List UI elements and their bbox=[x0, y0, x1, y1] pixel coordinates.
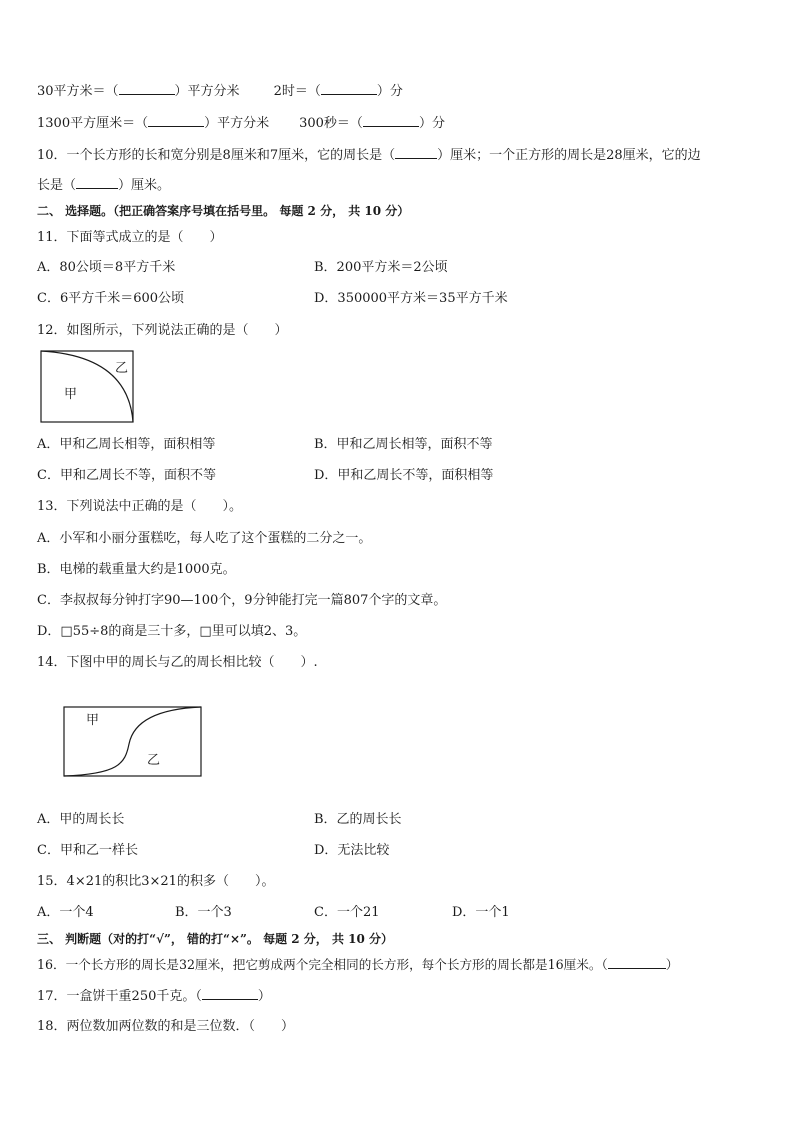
answer-blank[interactable] bbox=[119, 82, 175, 95]
question-16: 16．一个长方形的周长是32厘米，把它剪成两个完全相同的长方形，每个长方形的周长都是16厘米。（ ） bbox=[37, 957, 679, 972]
q12-option-c[interactable]: C．甲和乙周长不等，面积不等 bbox=[37, 468, 216, 483]
answer-blank[interactable] bbox=[76, 176, 118, 189]
question-15-stem: 15．4×21的积比3×21的积多（ ）。 bbox=[37, 874, 275, 889]
answer-blank[interactable] bbox=[608, 956, 666, 969]
q12-option-b[interactable]: B．甲和乙周长相等，面积不等 bbox=[314, 437, 493, 452]
question-17: 17．一盒饼干重250千克。（ ） bbox=[37, 989, 271, 1004]
q11-option-d[interactable]: D．350000平方米＝35平方千米 bbox=[314, 291, 508, 306]
q13-option-c[interactable]: C．李叔叔每分钟打字90—100个，9分钟能打完一篇807个字的文章。 bbox=[37, 593, 447, 608]
question-12-stem: 12．如图所示，下列说法正确的是（ ） bbox=[37, 323, 288, 338]
q15-option-d[interactable]: D．一个1 bbox=[452, 905, 510, 920]
q15-option-a[interactable]: A．一个4 bbox=[37, 905, 94, 920]
q11-option-b[interactable]: B．200平方米＝2公顷 bbox=[314, 260, 448, 275]
q14-label-yi: 乙 bbox=[147, 753, 161, 768]
q11-option-a[interactable]: A．80公顷＝8平方千米 bbox=[37, 260, 176, 275]
question-11-stem: 11．下面等式成立的是（ ） bbox=[37, 230, 223, 245]
answer-blank[interactable] bbox=[148, 114, 204, 127]
q14-figure bbox=[63, 706, 203, 778]
q14-option-a[interactable]: A．甲的周长长 bbox=[37, 812, 125, 827]
q14-label-jia: 甲 bbox=[86, 713, 100, 728]
question-10-line-2: 长是（ ）厘米。 bbox=[37, 178, 171, 193]
q13-option-b[interactable]: B．电梯的载重量大约是1000克。 bbox=[37, 562, 236, 577]
q14-option-c[interactable]: C．甲和乙一样长 bbox=[37, 843, 138, 858]
q14-option-b[interactable]: B．乙的周长长 bbox=[314, 812, 402, 827]
question-13-stem: 13．下列说法中正确的是（ ）。 bbox=[37, 499, 243, 514]
section-heading-judgement: 三、 判断题（对的打“√”， 错的打“×”。 每题 2 分， 共 10 分） bbox=[37, 932, 394, 946]
conversion-line-1: 30平方米＝（ ）平方分米 2时＝（ ）分 bbox=[37, 84, 403, 99]
q15-option-b[interactable]: B．一个3 bbox=[175, 905, 232, 920]
q12-label-jia: 甲 bbox=[64, 387, 78, 402]
question-10-line-1: 10．一个长方形的长和宽分别是8厘米和7厘米，它的周长是（ ）厘米；一个正方形的周长是28厘米，它的边 bbox=[37, 148, 701, 163]
q12-option-a[interactable]: A．甲和乙周长相等，面积相等 bbox=[37, 437, 216, 452]
conversion-line-2: 1300平方厘米＝（ ）平方分米 300秒＝（ ）分 bbox=[37, 116, 445, 131]
question-18: 18．两位数加两位数的和是三位数．（ ） bbox=[37, 1019, 295, 1034]
answer-blank[interactable] bbox=[395, 146, 437, 159]
q13-option-a[interactable]: A．小军和小丽分蛋糕吃，每人吃了这个蛋糕的二分之一。 bbox=[37, 531, 372, 546]
q13-option-d[interactable]: D．□55÷8的商是三十多，□里可以填2、3。 bbox=[37, 624, 307, 639]
section-heading-choice: 二、 选择题。（把正确答案序号填在括号里。 每题 2 分， 共 10 分） bbox=[37, 204, 410, 218]
question-14-stem: 14．下图中甲的周长与乙的周长相比较（ ）. bbox=[37, 655, 318, 670]
answer-blank[interactable] bbox=[202, 987, 258, 1000]
q15-option-c[interactable]: C．一个21 bbox=[314, 905, 380, 920]
q11-option-c[interactable]: C．6平方千米＝600公顷 bbox=[37, 291, 185, 306]
answer-blank[interactable] bbox=[363, 114, 419, 127]
answer-blank[interactable] bbox=[321, 82, 377, 95]
q14-option-d[interactable]: D．无法比较 bbox=[314, 843, 390, 858]
q12-option-d[interactable]: D．甲和乙周长不等，面积相等 bbox=[314, 468, 494, 483]
q12-label-yi: 乙 bbox=[115, 361, 129, 376]
